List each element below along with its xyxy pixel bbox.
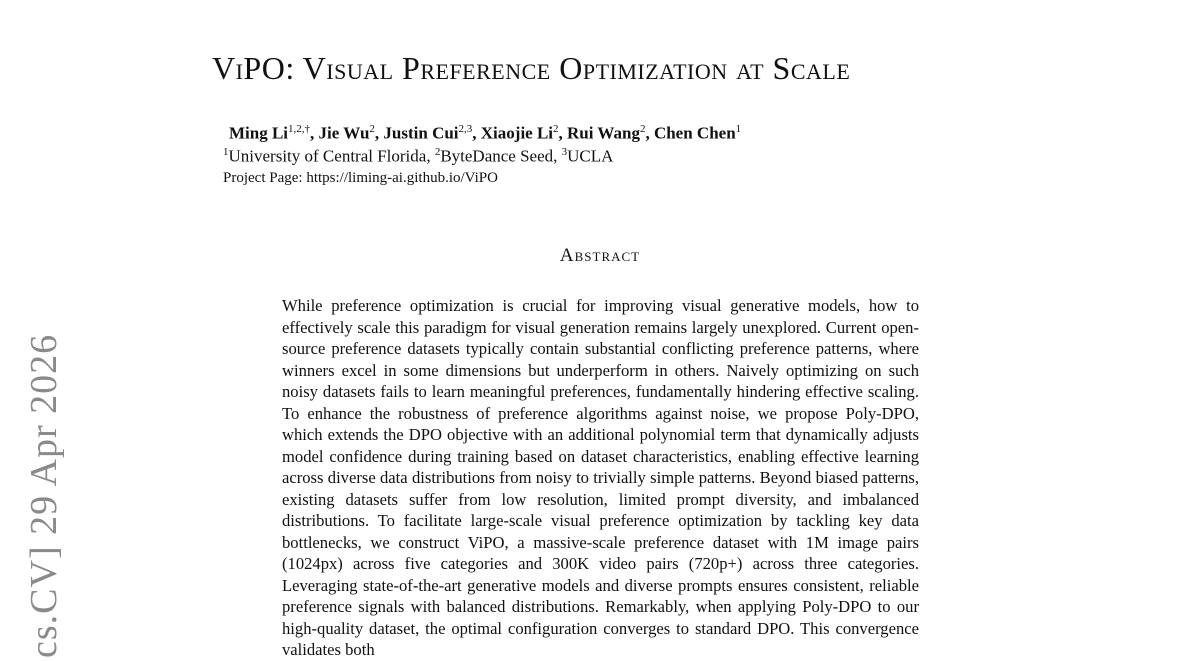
author-name: Ming Li — [229, 123, 289, 143]
author-name: Rui Wang — [567, 123, 640, 143]
author-name: Justin Cui — [383, 123, 459, 143]
author-affil-marker: 1 — [735, 123, 742, 135]
author-affil-marker: 2,3 — [458, 123, 473, 135]
author-affil-marker: 1,2,† — [288, 123, 311, 135]
author-affil-marker: 2 — [553, 123, 559, 135]
affiliation-list: $^1$University of Central Florida, $^2$ByteDance Seed, $^3$UCLA — [223, 146, 614, 166]
affiliation-name: UCLA — [567, 146, 614, 166]
abstract-heading: Abstract — [559, 245, 641, 266]
arxiv-stamp: cs.CV] 29 Apr 2026 — [23, 333, 65, 658]
author-name: Jie Wu — [318, 123, 370, 143]
paper-title: ViPO: Visual Preference Optimization at Scale — [212, 50, 851, 86]
affil-marker: 1 — [223, 146, 229, 158]
author-name: Xiaojie Li — [480, 123, 554, 143]
project-page-link[interactable]: Project Page: https://liming-ai.github.io/ViPO — [223, 170, 498, 186]
affiliation-name: ByteDance Seed — [440, 146, 554, 166]
abstract-text: While preference optimization is crucial for improving visual generative models, how to effectively scale this paradigm for visual generation remains largely unexplored. Current open-source preference datasets typically contain substantial conflicting preference patterns, where winners excel in some dimensions but underperform in others. Naively optimizing on such noisy datasets fails to learn meaningful preferences, fundamentally hindering effective scaling. To enhance the robustness of preference algorithms against noise, we propose Poly-DPO, which extends the DPO objective with an additional polynomial term that dynamically adjusts model confidence during training based on dataset characteristics, enabling effective learning across diverse data distributions from noisy to trivially simple patterns. Beyond biased patterns, existing datasets suffer from low resolution, limited prompt diversity, and imbalanced distributions. To facilitate large-scale visual preference optimization by tackling key data bottlenecks, we construct ViPO, a massive-scale preference dataset with 1M image pairs (1024px) across five categories and 300K video pairs (720p+) across three categories. Leveraging state-of-the-art generative models and diverse prompts ensures consistent, reliable preference signals with balanced distributions. Remarkably, when applying Poly-DPO to our high-quality dataset, the optimal configuration converges to standard DPO. This convergence validates both — [282, 296, 919, 659]
affiliation-name: University of Central Florida — [228, 146, 427, 166]
affil-marker: 3 — [561, 146, 568, 158]
author-affil-marker: 2 — [639, 123, 646, 135]
affil-marker: 2 — [434, 146, 441, 158]
author-name: Chen Chen — [653, 123, 736, 143]
author-affil-marker: 2 — [369, 123, 375, 135]
author-list: Ming $Li^{1,2,\dagger}$, Jie Wu$^2$, Justin Cui$^{2,3}$, Xiaojie Li$^2$, Rui Wang$^2$, Chen Chen$^1$ — [229, 123, 742, 143]
